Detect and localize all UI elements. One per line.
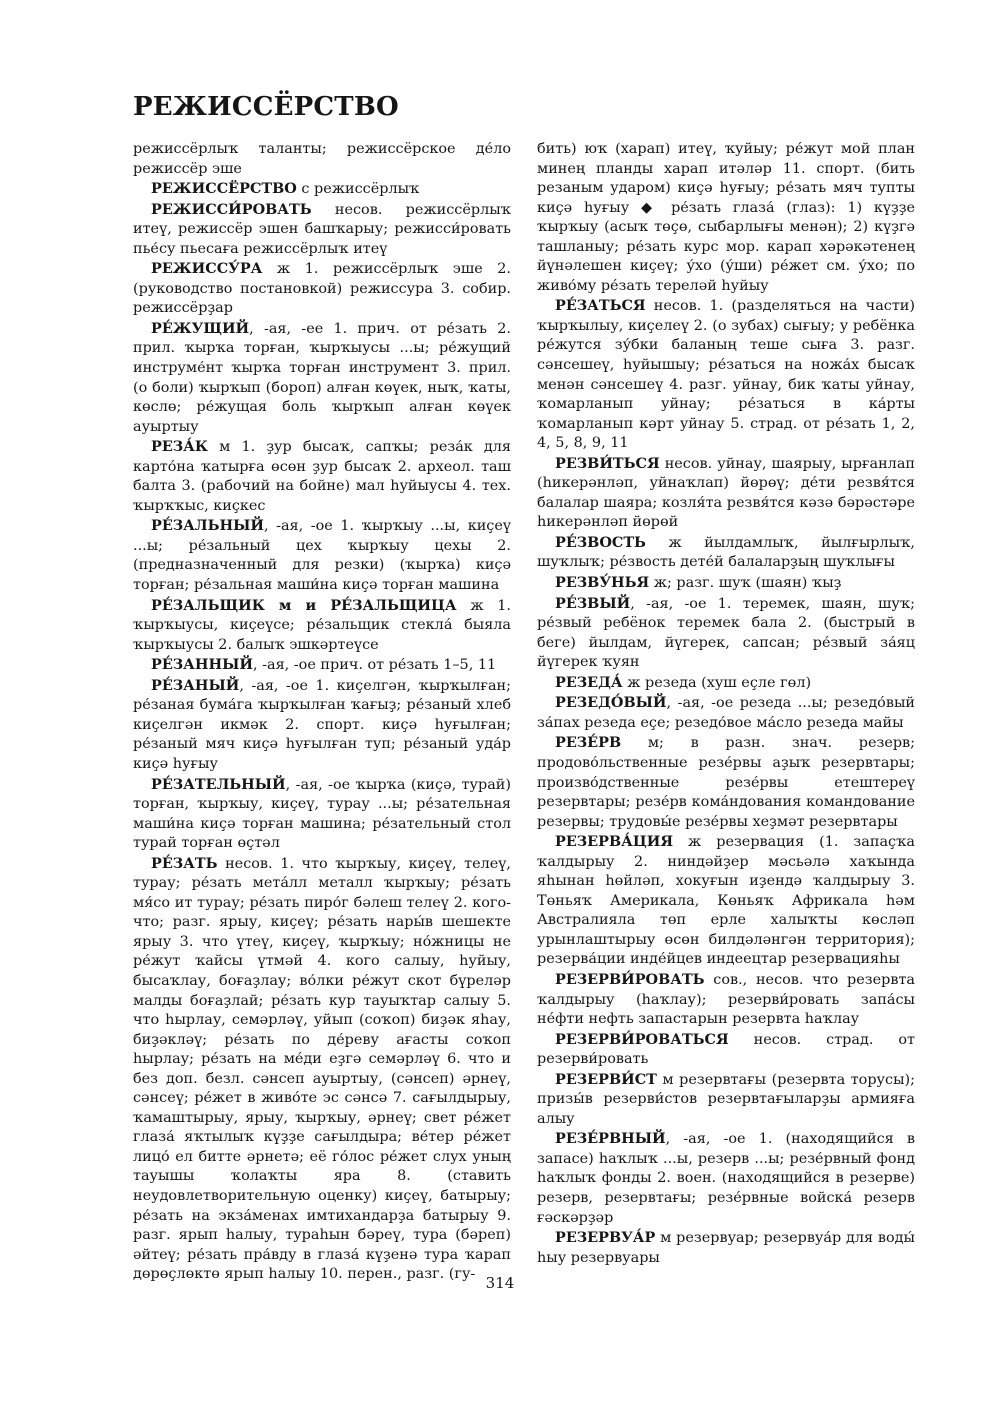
headword: РЕЗВИ́ТЬСЯ: [555, 454, 660, 472]
entry-rezvitsya: РЕЗВИ́ТЬСЯ несов. уйнау, шаярыу, ырғанлап (һикерәнләп, уйнаҡлап) йөрөү; де́ти резвя́тся балалар шаяра; козля́та резвя́тся кәзә бәрәстәре һикерәнләп йөрөй: [537, 454, 915, 531]
headword: РЕЗЕРВА́ЦИЯ: [555, 833, 674, 851]
entry-rezervirovatsya: РЕЗЕРВИ́РОВАТЬСЯ несов. страд. от резерви́ровать: [537, 1030, 915, 1068]
headword: РЕ́ЖУЩИЙ: [151, 319, 250, 337]
headword: РЕ́ЗАТЬ: [151, 854, 218, 872]
entry-rezak: РЕЗА́К м 1. ҙур бысаҡ, сапҡы; реза́к для карто́на ҡатырға өсөн ҙур бысаҡ 2. археол. таш балта 3. (рабочий на бойне) мал һуйыусы 4. тех. ҡырҡҡыс, киҫкес: [133, 438, 511, 514]
headword: РЕЖИССУ́РА: [151, 260, 263, 278]
headword: РЕЗЕРВИ́СТ: [555, 1070, 657, 1088]
entry-rezervatsiya: РЕЗЕРВА́ЦИЯ ж резервация (1. запаҫҡа ҡалдырыу 2. ниндәйҙер мәсьәлә хаҡында яһынан һөйләп, хокуғын иҙендә ҡалдырыу 3. Төньяҡ Америкала, Көньяҡ Африкала һәм Австралияла төп ерле халыҡты көсләп урынлаштырыу өсөн билдәләнгән территория); резерва́ции инде́йцев индеецтар резервацияһы: [537, 833, 915, 968]
headword: РЕ́ЗВОСТЬ: [555, 533, 646, 551]
headword: РЕ́ЗАННЫЙ: [151, 656, 253, 674]
entry-rezervist: РЕЗЕРВИ́СТ м резервтағы (резервта торусы); призы́в резерви́стов резервтағыларҙы армияға алыу: [537, 1070, 915, 1127]
headword: РЕ́ЗАЛЬНЫЙ: [151, 517, 264, 535]
headword: РЕ́ЗАНЫЙ: [151, 676, 240, 694]
entry-continuation: режиссёрлыҡ таланты; режиссёрское де́ло режиссёр эше: [133, 141, 511, 177]
running-head: РЕЖИССЁРСТВО: [133, 92, 399, 122]
entry-rezanyy: РЕ́ЗАНЫЙ, -ая, -ое 1. киҫелгән, ҡырҡылған; ре́заная бума́га ҡырҡылған ҡағыҙ; ре́заный хлеб киҫелгән икмәк 2. спорт. киҫә һуғылған; ре́заный мяч киҫә һуғылған туп; ре́заный уда́р киҫә һуғыу: [133, 676, 511, 772]
page-number: 314: [485, 1274, 515, 1292]
headword: РЕЗЕ́РВ: [555, 734, 622, 752]
entry-rezat-continuation: бить) юҡ (харап) итеү, ҡуйыу; ре́жут мой план минең планды харап итәләр 11. спорт. (бить резаным ударом) киҫә һуғыу; ре́зать мяч тупты киҫә һуғыу ◆ ре́зать глаза́ (глаз): 1) күҙҙе ҡырҡыу (асыҡ төҫө, сыбарлығы менән); 2) күҙгә ташланыу; ре́зать курс мор. карап хәрәкәтенең йүнәлешен киҫеү; у́хо (у́ши) ре́жет см. у́хо; по живо́му ре́зать тереләй һуйыу: [537, 141, 915, 294]
headword: РЕЗЕДО́ВЫЙ: [555, 694, 667, 712]
left-column: [133, 140, 511, 1285]
headword: РЕЗЕДА́: [555, 673, 623, 691]
entry-rezvyy: РЕ́ЗВЫЙ, -ая, -ое 1. теремек, шаян, шуҡ; ре́звый ребёнок теремек бала 2. (быстрый в беге) йылдам, йүгерек, сапсан; ре́звый за́яц йүгерек ҡуян: [537, 594, 915, 671]
headword: РЕЗВУ́НЬЯ: [555, 574, 650, 592]
headword: РЕЗЕРВИ́РОВАТЬ: [555, 970, 705, 988]
headword: РЕ́ЗАТЬСЯ: [555, 297, 646, 315]
entry-rezat: РЕ́ЗАТЬ несов. 1. что ҡырҡыу, киҫеү, телеү, турау; ре́зать мета́лл металл ҡырҡыу; ре́зать мя́со ит турау; ре́зать пиро́г бәлеш телеү 2. кого-что; разг. ярыу, киҫеү; ре́зать нары́в шешекте ярыу 3. что үтеү, киҫеү, ҡырҡыу; но́жницы не ре́жут ҡайсы үтмәй 4. кого салыу, һуйыу, бысаҡлау, боғаҙлау; во́лки ре́жут скот бүреләр малды боғаҙлай; ре́зать кур тауыҡтар салыу 5. что һырлау, семәрләү, уйып (соҡоп) биҙәк яһау, биҙәкләү; ре́зать по де́реву ағасты соҡоп һырлау; ре́зать на ме́ди еҙгә семәрләү 6. что и без доп. безл. сәнсеп ауыртыу, (сәнсеп) әрнеү, сәнсеү; ре́жет в живо́те эс сәнсә 7. сағылдырыу, ҡамаштырыу, ярыу, ҡырҡыу, әрнеү; свет ре́жет глаза́ яҡтылыҡ күҙҙе сағылдыра; ве́тер ре́жет лицо́ ел битте әрнетә; её го́лос ре́жет слух уның тауышы ҡолаҡты яра 8. (ставить неудовлетворительную оценку) киҫеү, батырыу; ре́зать на экза́менах имтихандарҙа батырыу 9. разг. ярып һалыу, тураһын бәреү, тура (бәреп) әйтеү; ре́зать пра́вду в глаза́ күҙенә тура ҡарап дөрөҫлөктө ярып һалыу 10. перен., разг. (гу-: [133, 854, 511, 1283]
entry-rezannyy: РЕ́ЗАННЫЙ, -ая, -ое прич. от ре́зать 1–5, 11: [151, 656, 497, 674]
headword: РЕЖИССЁРСТВО: [151, 180, 297, 198]
entry-rezatelnyy: РЕ́ЗАТЕЛЬНЫЙ, -ая, -ое ҡырҡа (киҫә, турай) торған, ҡырҡыу, киҫеү, турау ...ы; ре́зательная маши́на киҫә торған машина; ре́зательный стол турай торған өҫтәл: [133, 775, 511, 852]
right-column: [537, 140, 915, 1268]
entry-rezervuar: РЕЗЕРВУА́Р м резервуар; резервуа́р для воды́ һыу резервуары: [537, 1229, 915, 1266]
entry-rezvost: РЕ́ЗВОСТЬ ж йылдамлыҡ, йылғырлыҡ, шуҡлыҡ; ре́звость дете́й балаларҙың шуҡлығы: [537, 533, 915, 571]
entry-rezhissirovat: РЕЖИССИ́РОВАТЬ несов. режиссёрлыҡ итеү, режиссёр эшен башҡарыу; режисси́ровать пье́су пьесаға режиссёрлыҡ итеү: [133, 200, 511, 257]
headword: РЕ́ЗВЫЙ: [555, 594, 631, 612]
headword: РЕЗА́К: [151, 438, 208, 456]
headword: РЕЗЕ́РВНЫЙ: [555, 1130, 666, 1148]
entry-rezedovyy: РЕЗЕДО́ВЫЙ, -ая, -ое резеда ...ы; резедо́вый за́пах резеда еҫе; резедо́вое ма́сло резеда майы: [537, 694, 915, 731]
headword: РЕЗЕРВУА́Р: [555, 1229, 656, 1247]
entry-rezhissura: РЕЖИССУ́РА ж 1. режиссёрлыҡ эше 2. (руководство постановкой) режиссура 3. собир. режиссёрҙар: [133, 260, 511, 317]
entry-rezatsya: РЕ́ЗАТЬСЯ несов. 1. (разделяться на части) ҡырҡылыу, киҫелеү 2. (о зубах) сығыу; у ребёнка ре́жутся зу́бки баланың теше сыға 3. разг. сәнсешеү, һуйышыу; ре́заться на ножа́х бысаҡ менән сәнсешеү 4. разг. уйнау, бик ҡаты уйнау, ҡомарланып уйнау; ре́заться в ка́рты ҡомарланып кәрт уйнау 5. страд. от ре́зать 1, 2, 4, 5, 8, 9, 11: [537, 297, 915, 452]
entry-rezalshchik: РЕ́ЗАЛЬЩИК м и РЕ́ЗАЛЬЩИЦА ж 1. ҡырҡыусы, киҫеүсе; ре́зальщик стекла́ быяла ҡырҡыусы 2. балыҡ эшкәртеүсе: [133, 596, 511, 653]
entry-rezerv: РЕЗЕ́РВ м; в разн. знач. резерв; продово́льственные резе́рвы аҙыҡ резервтары; произво́дственные резе́рвы етештереү резервтары; резе́рв кома́ндования командование резервы; трудовы́е резе́рвы хеҙмәт резервтары: [537, 734, 915, 830]
headword: РЕЗЕРВИ́РОВАТЬСЯ: [555, 1030, 729, 1048]
entry-rezalnyy: РЕ́ЗАЛЬНЫЙ, -ая, -ое 1. ҡырҡыу ...ы, киҫеү ...ы; ре́зальный цех ҡырҡыу цехы 2. (предназначенный для резки) (ҡырҡа) киҫә торған; ре́зальная маши́на киҫә торған машина: [133, 517, 511, 594]
headword: РЕЖИССИ́РОВАТЬ: [151, 200, 312, 218]
entry-rezhissyorstvo: РЕЖИССЁРСТВО с режиссёрлыҡ: [151, 180, 420, 198]
entry-rezhushchiy: РЕ́ЖУЩИЙ, -ая, -ее 1. прич. от ре́зать 2. прил. ҡырҡа торған, ҡырҡыусы ...ы; ре́жущий инструме́нт ҡырҡа торған инструмент 3. прил. (о боли) ҡырҡып (бороп) алған көүек, ныҡ, ҡаты, көслө; ре́жущая боль ҡырҡып алған көүек ауыртыу: [133, 319, 511, 435]
headword: РЕ́ЗАЛЬЩИК м и РЕ́ЗАЛЬЩИЦА: [151, 596, 457, 614]
entry-rezeda: РЕЗЕДА́ ж резеда (хуш еҫле гөл): [555, 673, 812, 691]
entry-rezervirovat: РЕЗЕРВИ́РОВАТЬ сов., несов. что резервта ҡалдырыу (һаҡлау); резерви́ровать запа́сы не́фти нефть запастарын резервта һаҡлау: [537, 970, 915, 1028]
entry-rezervnyy: РЕЗЕ́РВНЫЙ, -ая, -ое 1. (находящийся в запасе) һаҡлыҡ ...ы, резерв ...ы; резе́рвный фонд һаҡлыҡ фонды 2. воен. (находящийся в резерве) резерв, резервтағы; резе́рвные войска́ резерв ғәскәрҙәр: [537, 1130, 915, 1226]
entry-rezvunya: РЕЗВУ́НЬЯ ж; разг. шуҡ (шаян) ҡыҙ: [555, 574, 842, 592]
headword: РЕ́ЗАТЕЛЬНЫЙ: [151, 775, 286, 793]
